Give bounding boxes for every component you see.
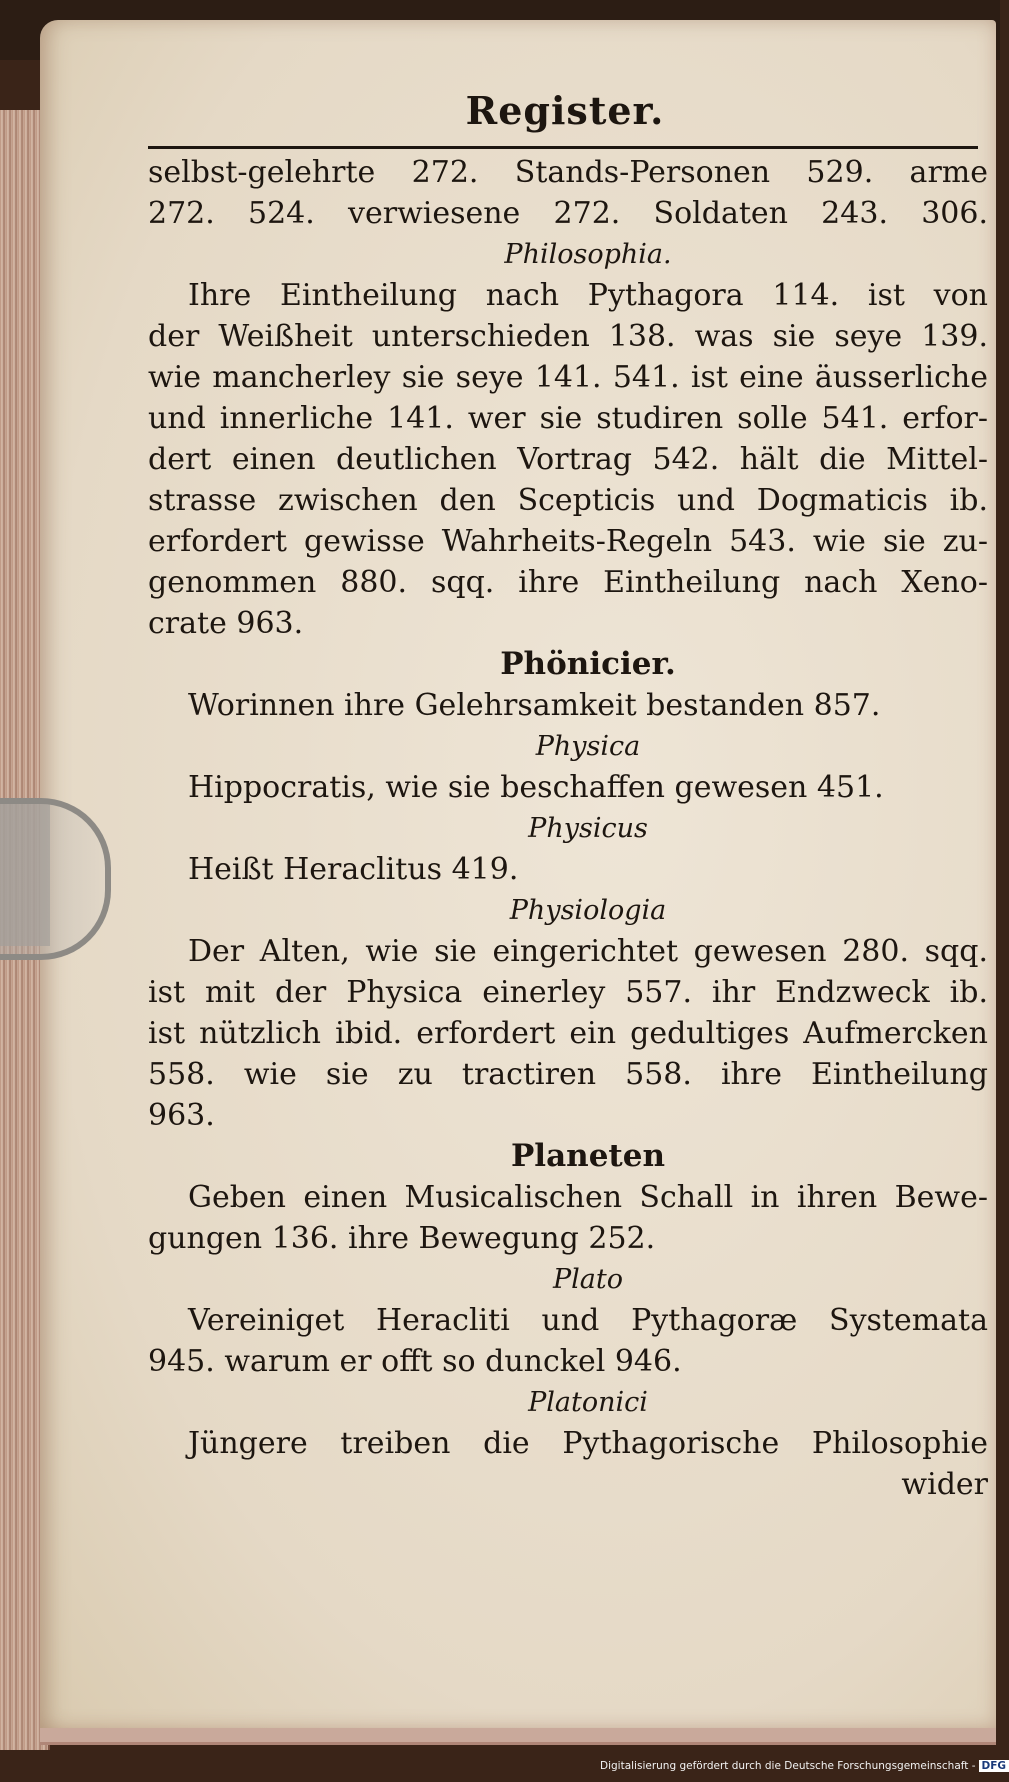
text-line: Vereiniget Heracliti und Pythagoræ Systemata (188, 1303, 988, 1338)
digitization-credit (600, 1760, 1007, 1780)
text-line: erfordert gewisse Wahrheits-Regeln 543. wie sie zu- (148, 524, 988, 559)
text-line: 945. warum er offt so dunckel 946. (148, 1344, 682, 1379)
text-line: selbst-gelehrte 272. Stands-Personen 529. arme (148, 155, 988, 190)
text-line: Der Alten, wie sie eingerichtet gewesen 280. sqq. (188, 934, 988, 969)
text-line: und innerliche 141. wer sie studiren solle 541. erfor- (148, 401, 988, 436)
text-line: Jüngere treiben die Pythagorische Philosophie (188, 1426, 988, 1461)
text-line: 272. 524. verwiesene 272. Soldaten 243. 306. (148, 196, 988, 231)
entry-heading: Phönicier. (500, 646, 676, 682)
text-line: gungen 136. ihre Bewegung 252. (148, 1221, 656, 1256)
text-line: ist nützlich ibid. erfordert ein gedultiges Aufmercken (148, 1016, 988, 1051)
entry-heading: Planeten (510, 1138, 666, 1174)
entry-heading: Plato (552, 1264, 623, 1295)
credit-text: Digitalisierung gefördert durch die Deutsche Forschungsgemeinschaft - (600, 1760, 976, 1772)
running-header: Register. (465, 88, 665, 133)
text-line: Heißt Heraclitus 419. (188, 852, 519, 887)
text-line: wie mancherley sie seye 141. 541. ist eine äusserliche (148, 360, 988, 395)
text-line: dert einen deutlichen Vortrag 542. hält die Mittel- (148, 442, 988, 477)
text-line: Geben einen Musicalischen Schall in ihren Bewe- (188, 1180, 988, 1215)
dfg-logo: DFG (979, 1760, 1009, 1772)
text-line: strasse zwischen den Scepticis und Dogmaticis ib. (148, 483, 988, 518)
catchword: wider (901, 1467, 988, 1502)
text-line: Ihre Eintheilung nach Pythagora 114. ist von (188, 278, 988, 313)
text-line: crate 963. (148, 606, 304, 641)
entry-heading: Physica (535, 731, 641, 762)
text-line: der Weißheit unterschieden 138. was sie seye 139. (148, 319, 988, 354)
text-line: ist mit der Physica einerley 557. ihr Endzweck ib. (148, 975, 988, 1010)
entry-heading: Philosophia. (504, 239, 672, 270)
entry-heading: Physicus (528, 813, 648, 844)
text-line: Hippocratis, wie sie beschaffen gewesen 451. (188, 770, 884, 805)
page-bottom-edge (40, 1728, 996, 1745)
entry-heading: Platonici (528, 1387, 648, 1418)
text-line: 558. wie sie zu tractiren 558. ihre Eintheilung (148, 1057, 988, 1092)
header-rule (148, 146, 978, 149)
text-line: Worinnen ihre Gelehrsamkeit bestanden 857. (188, 688, 881, 723)
entry-heading: Physiologia (509, 895, 667, 926)
register-text (148, 152, 988, 1505)
text-line: 963. (148, 1098, 215, 1133)
text-line: genommen 880. sqq. ihre Eintheilung nach Xeno- (148, 565, 988, 600)
